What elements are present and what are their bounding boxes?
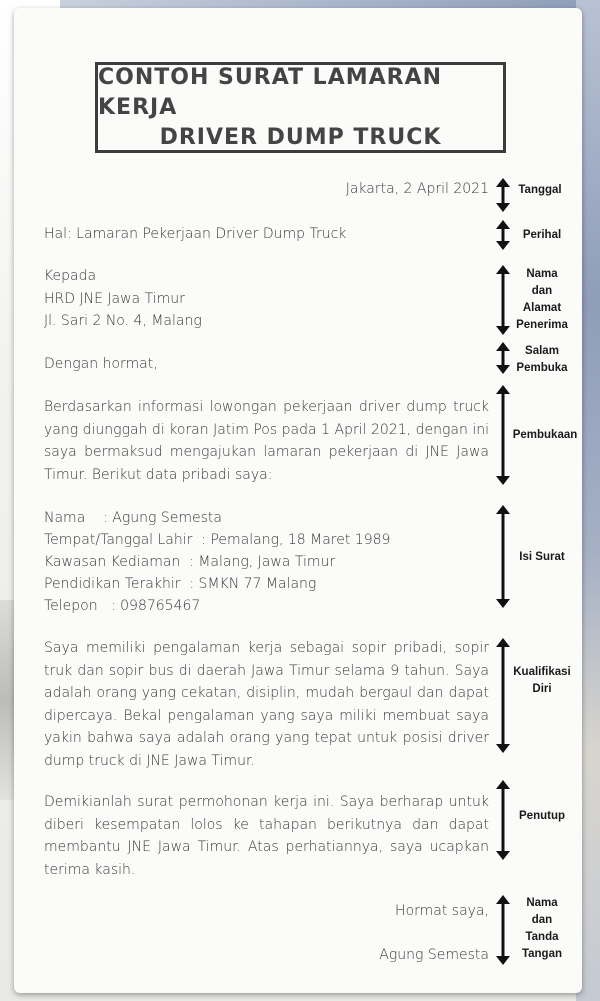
personal-data-name: Nama : Agung Semesta bbox=[44, 510, 222, 526]
label-salam-line: Salam bbox=[525, 345, 559, 357]
label-nama-tanda-tangan bbox=[497, 895, 587, 963]
label-isi-surat bbox=[497, 549, 587, 566]
label-ttd-line: dan bbox=[531, 914, 553, 926]
recipient-line-1: Kepada bbox=[44, 268, 97, 284]
label-ttd-line: Tangan bbox=[521, 948, 563, 960]
label-isi-text: Isi Surat bbox=[519, 551, 565, 563]
personal-data-education: Pendidikan Terakhir : SMKN 77 Malang bbox=[44, 576, 317, 592]
label-salam-pembuka bbox=[497, 343, 587, 377]
label-ttd-line: Tanda bbox=[525, 931, 559, 943]
title-line-2: DRIVER DUMP TRUCK bbox=[159, 124, 442, 150]
qualification-paragraph: Saya memiliki pengalaman kerja sebagai sopir pribadi, sopir truk dan sopir bus di daerah Jawa Timur selama 9 tahun. Saya adalah orang yang cekatan, disiplin, mudah bergaul dan dapat dipercaya. Bekal pengalaman yang saya miliki membuat saya yakin bahwa saya adalah orang yang tepat untuk posisi driver dump truck di JNE Jawa Timur. bbox=[44, 640, 489, 769]
label-pembukaan bbox=[500, 427, 590, 444]
label-perihal bbox=[497, 227, 587, 244]
label-penerima bbox=[497, 266, 587, 334]
title-box bbox=[95, 62, 506, 153]
label-salam-line: Pembuka bbox=[516, 362, 568, 374]
label-tanggal-text: Tanggal bbox=[518, 184, 562, 196]
letter-regards: Hormat saya, bbox=[395, 903, 489, 919]
label-kualifikasi-line: Diri bbox=[532, 683, 552, 695]
recipient-line-3: Jl. Sari 2 No. 4, Malang bbox=[44, 313, 202, 329]
letter-signature-name: Agung Semesta bbox=[379, 947, 489, 963]
label-kualifikasi-line: Kualifikasi bbox=[513, 666, 571, 678]
personal-data-residence: Kawasan Kediaman : Malang, Jawa Timur bbox=[44, 554, 336, 570]
letter-date: Jakarta, 2 April 2021 bbox=[345, 181, 489, 197]
letter-subject: Hal: Lamaran Pekerjaan Driver Dump Truck bbox=[44, 226, 347, 242]
title-line-1: CONTOH SURAT LAMARAN KERJA bbox=[98, 64, 443, 120]
label-perihal-text: Perihal bbox=[522, 229, 562, 241]
recipient-line-2: HRD JNE Jawa Timur bbox=[44, 291, 185, 307]
personal-data-birth: Tempat/Tanggal Lahir : Pemalang, 18 Maret 1989 bbox=[44, 532, 391, 548]
label-penutup bbox=[497, 808, 587, 825]
personal-data-phone: Telepon : 098765467 bbox=[44, 598, 201, 614]
opening-paragraph: Berdasarkan informasi lowongan pekerjaan driver dump truck yang diunggah di koran Jatim Pos pada 1 April 2021, dengan ini saya bermaksud mengajukan lamaran pekerjaan di JNE Jawa Timur. Berikut data pribadi saya: bbox=[44, 399, 489, 483]
letter-greeting: Dengan hormat, bbox=[44, 356, 158, 372]
closing-paragraph: Demikianlah surat permohonan kerja ini. Saya berharap untuk diberi kesempatan lolos ke tahapan berikutnya dan dapat membantu JNE Jawa Timur. Atas perhatiannya, saya ucapkan terima kasih. bbox=[44, 794, 489, 878]
label-tanggal bbox=[495, 182, 585, 199]
label-pembukaan-text: Pembukaan bbox=[512, 429, 578, 441]
label-kualifikasi bbox=[497, 664, 587, 698]
label-ttd-line: Nama bbox=[526, 897, 558, 909]
label-penerima-line: Nama bbox=[526, 268, 558, 280]
label-penutup-text: Penutup bbox=[519, 810, 565, 822]
label-penerima-line: Penerima bbox=[516, 319, 568, 331]
label-penerima-line: Alamat bbox=[522, 302, 562, 314]
label-penerima-line: dan bbox=[531, 285, 553, 297]
